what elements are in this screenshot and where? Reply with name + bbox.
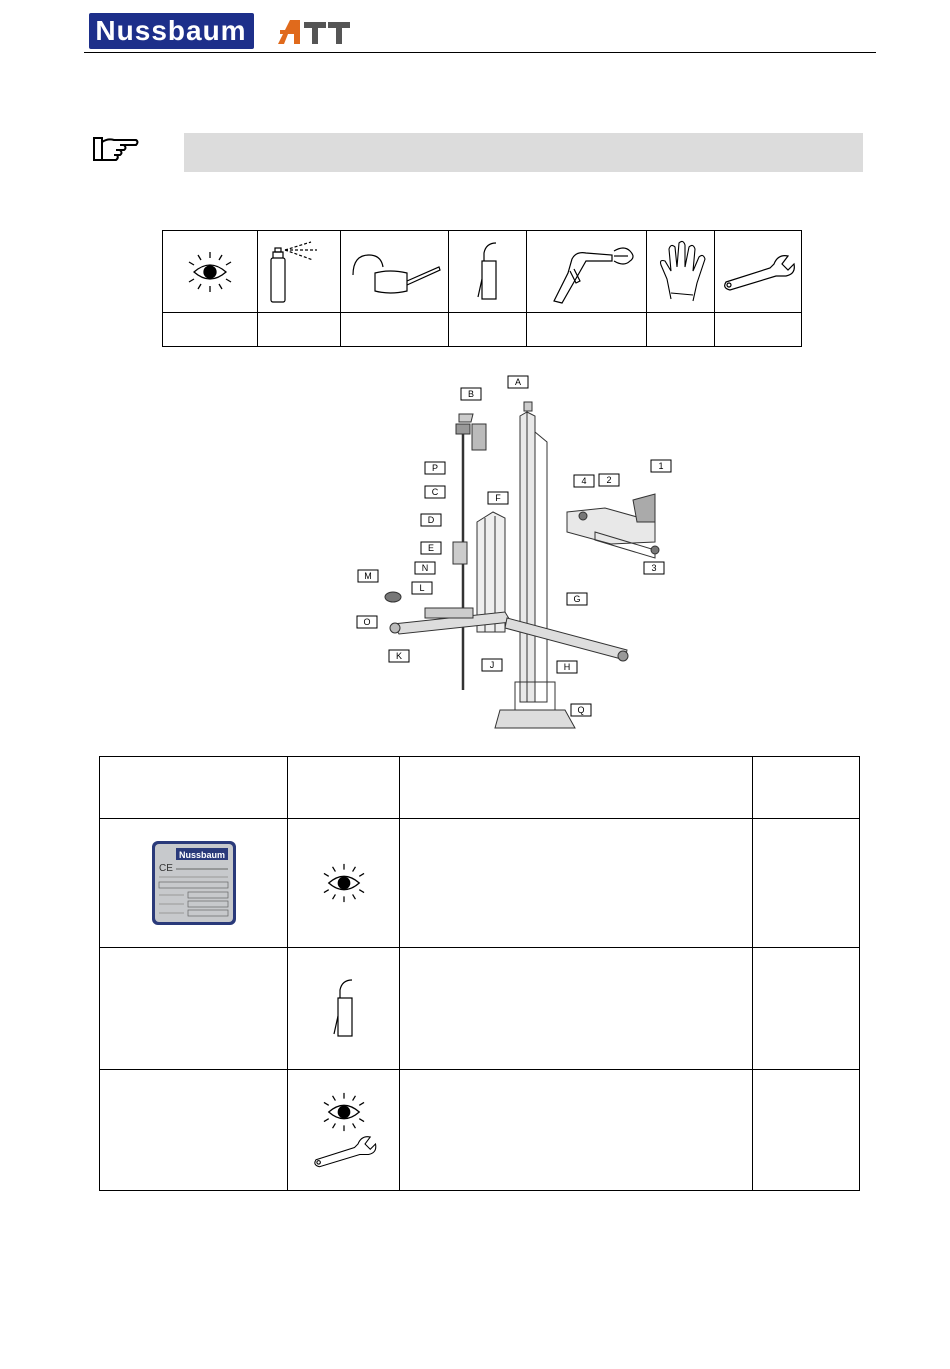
eye-icon: [319, 862, 369, 904]
symbol-cell-wrench: [715, 231, 802, 313]
diagram-label-f: F: [495, 493, 501, 503]
type-plate-image: [150, 839, 238, 927]
diagram-label-b: B: [467, 389, 475, 399]
symbol-cell: [288, 819, 400, 948]
symbol-cell: [288, 1070, 400, 1191]
description-cell: [400, 819, 753, 948]
oil-can-icon: [345, 247, 445, 297]
diagram-label-n: N: [421, 563, 429, 573]
diagram-label-o: O: [363, 617, 371, 627]
header-cell-symbol: [288, 757, 400, 819]
page-header: [84, 8, 876, 53]
diagram-label-q: Q: [577, 705, 585, 715]
diagram-label-e: E: [427, 543, 435, 553]
type-plate-cell: [100, 819, 288, 948]
symbol-cell-eye: [163, 231, 258, 313]
diagram-label-j: J: [489, 660, 495, 670]
interval-cell: [753, 819, 860, 948]
interval-cell: [753, 948, 860, 1070]
spray-can-icon: [261, 240, 337, 304]
note-bar: [184, 133, 863, 172]
eye-icon: [184, 250, 236, 294]
symbol-cell-oil-can: [341, 231, 449, 313]
diagram-label-p: P: [431, 463, 439, 473]
pointing-hand-icon: [92, 134, 140, 164]
table-header-row: [100, 757, 860, 819]
att-logo: [276, 18, 352, 46]
symbol-label-oil-can: [341, 313, 449, 347]
symbol-label-spray: [258, 313, 341, 347]
glove-hand-icon: [653, 239, 709, 305]
diagram-label-d: D: [427, 515, 435, 525]
symbol-cell: [288, 948, 400, 1070]
diagram-label-4: 4: [581, 476, 587, 486]
symbol-cell-blow-gun: [527, 231, 647, 313]
type-plate-brand: Nussbaum: [178, 850, 225, 860]
component-cell: [100, 948, 288, 1070]
diagram-label-k: K: [395, 651, 403, 661]
symbol-cell-spray: [258, 231, 341, 313]
diagram-label-l: L: [419, 583, 425, 593]
symbol-label-eye: [163, 313, 258, 347]
header-cell-description: [400, 757, 753, 819]
header-cell-component: [100, 757, 288, 819]
lift-exploded-diagram: [355, 372, 664, 734]
grease-gun-icon: [468, 239, 508, 305]
symbol-label-blow-gun: [527, 313, 647, 347]
symbol-label-grease-gun: [449, 313, 527, 347]
diagram-label-h: H: [563, 662, 571, 672]
symbol-label-glove: [647, 313, 715, 347]
symbol-cell-glove: [647, 231, 715, 313]
symbols-table: [162, 230, 802, 347]
diagram-label-3: 3: [651, 563, 657, 573]
table-row: [100, 819, 860, 948]
diagram-label-2: 2: [606, 475, 612, 485]
description-cell: [400, 1070, 753, 1191]
diagram-label-g: G: [573, 594, 581, 604]
table-row: [100, 948, 860, 1070]
table-row: [100, 1070, 860, 1191]
interval-cell: [753, 1070, 860, 1191]
air-blow-gun-icon: [532, 239, 642, 305]
symbol-cell-grease-gun: [449, 231, 527, 313]
diagram-label-m: M: [364, 571, 372, 581]
wrench-icon: [309, 1133, 379, 1169]
diagram-label-a: A: [514, 377, 522, 387]
wrench-icon: [718, 252, 798, 292]
symbol-label-wrench: [715, 313, 802, 347]
type-plate-ce-mark: CE: [158, 863, 173, 874]
eye-icon: [319, 1091, 369, 1133]
diagram-label-1: 1: [658, 461, 664, 471]
diagram-label-c: C: [431, 487, 439, 497]
inspection-table: [99, 756, 860, 1191]
header-cell-interval: [753, 757, 860, 819]
nussbaum-logo: [89, 13, 254, 49]
grease-gun-icon: [324, 976, 364, 1042]
description-cell: [400, 948, 753, 1070]
svg-text:Nussbaum: Nussbaum: [95, 15, 247, 46]
component-cell: [100, 1070, 288, 1191]
